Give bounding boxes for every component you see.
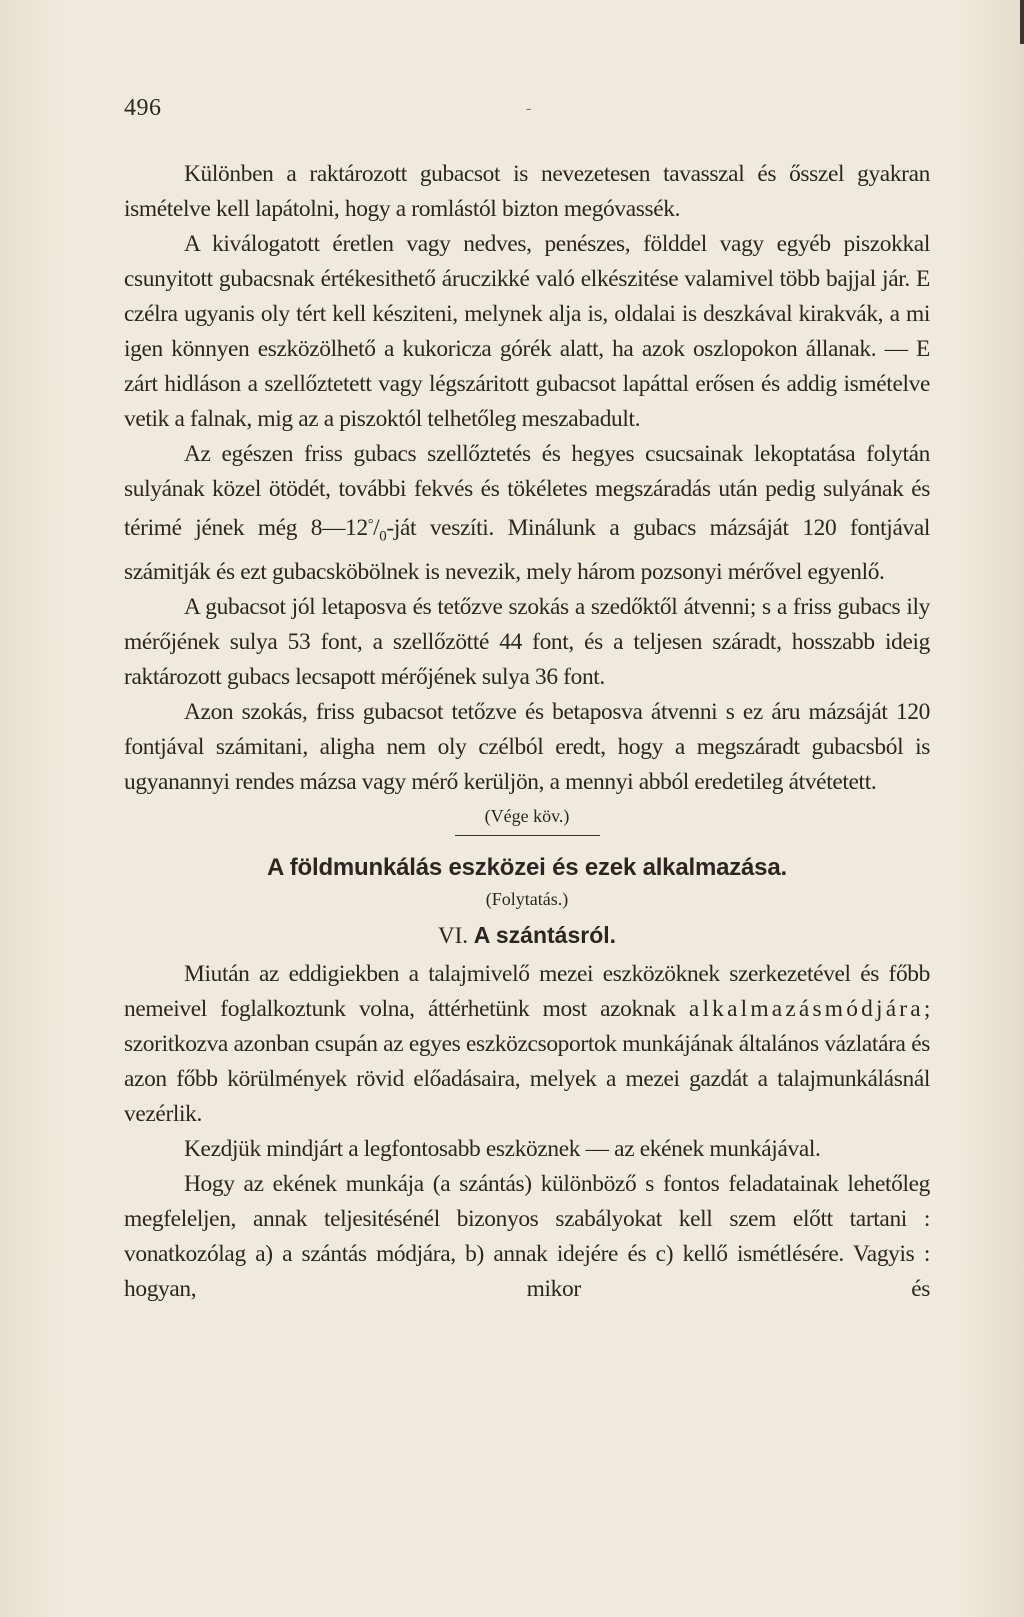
intro-text-b: ; szoritkozva azonban csupán az egyes eszközcsoportok munkájának általános vázlatára és azon főbb körülmények rövid előadásaira, melyek a mezei gazdát a talajmunkálásnál vezérlik. (124, 995, 930, 1127)
weight-loss-text-a: Az egészen friss gubacs szellőztetés és hegyes csucsainak lekoptatása folytán sulyának közel ötödét, további fekvés és tökéletes megszáradás után pedig sulyának és térimé jének még 8—12 (124, 441, 930, 541)
paragraph-plough: Kezdjük mindjárt a legfontosabb eszköznek — az ekének munkájával. (184, 1135, 821, 1162)
section-title: A földmunkálás eszközei és ezek alkalmazása. (267, 853, 787, 881)
paragraph-weight-loss: Az egészen friss gubacs szellőztetés és hegyes csucsainak lekoptatása folytán sulyának közel ötödét, további fekvés és tökéletes megszáradás után pedig sulyának és térimé jének még $8—12^\circ/_0$-ját veszíti. Minálunk a gubacs mázsáját 120 fontjával számitják és ezt gubacsköbölnek is nevezik, mely három pozsonyi mérővel egyenlő. (124, 441, 930, 585)
page-edge-mark (1020, 0, 1024, 44)
intro-emphasis: alkalmazásmódjára (688, 995, 924, 1022)
percent-sign: ° (367, 517, 374, 532)
paragraph-storage: Különben a raktározott gubacsot is nevezetesen tavasszal és ősszel gyakran ismételve kell lapátolni, hogy a romlástól bizton megóvassék. (124, 161, 930, 222)
paragraph-cleaning: A kiválogatott éretlen vagy nedves, penészes, földdel vagy egyéb piszokkal csunyitott gubacsnak értékesithető áruczikké való elkészitése valamivel több bajjal jár. E czélra ugyanis oly tért kell késziteni, melynek alja is, oldalai is deszkával kirakvák, a mi igen könnyen eszközölhető a kukoricza górék alatt, ha azok oszlopokon állanak. — E zárt hidláson a szellőztetett vagy légszáritott gubacsot lapáttal erősen és addig ismételve vetik a falnak, mig az a piszoktól telhetőleg meszabadult. (124, 231, 930, 432)
chapter-title: A szántásról. (473, 921, 617, 948)
section-subtitle: (Folytatás.) (485, 888, 569, 909)
chapter-heading (124, 918, 930, 953)
printing-speck: - (526, 100, 532, 117)
intro-text-a: Miután az eddigiekben a talajmivelő mezei eszközöknek szerkezetével és főbb nemeivel foglalkoztunk volna, áttérhetünk most azoknak (124, 960, 930, 1022)
paragraph-receiving: A gubacsot jól letaposva és tetőzve szokás a szedőktől átvenni; s a friss gubacs ily mérőjének sulya 53 font, a szellőzötté 44 font, és a teljesen száradt, hosszabb ideig raktározott gubacs lecsapott mérőjének sulya 36 font. (124, 593, 930, 690)
chapter-number: VI. (437, 922, 468, 948)
continued-note: (Vége köv.) (484, 805, 570, 826)
paragraph-rules: Hogy az ekének munkája (a szántás) különböző s fontos feladatainak lehetőleg megfeleljen, annak teljesitésénél bizonyos szabályokat kell szem előtt tartani : vonatkozólag a) a szántás módjára, b) annak idejére és c) kellő ismétlésére. Vagyis : hogyan, mikor és (124, 1170, 930, 1302)
weight-loss-text-b: -ját veszíti. Minálunk a gubacs mázsáját 120 fontjával számitják és ezt gubacsköbölnek is nevezik, mely három pozsonyi mérővel egyenlő. (124, 515, 930, 585)
paragraph-intro (124, 957, 930, 1132)
paragraph-custom: Azon szokás, friss gubacsot tetőzve és betaposva átvenni s ez áru mázsáját 120 fontjával számitani, aligha nem oly czélból eredt, hogy a megszáradt gubacsból is ugyanannyi rendes mázsa vagy mérő kerüljön, a mennyi abból eredetileg átvétetett. (124, 698, 930, 795)
page-number: 496 (124, 95, 162, 121)
percent-subscript: 0 (379, 528, 387, 545)
section-divider (455, 835, 600, 836)
page-body (124, 157, 930, 1307)
